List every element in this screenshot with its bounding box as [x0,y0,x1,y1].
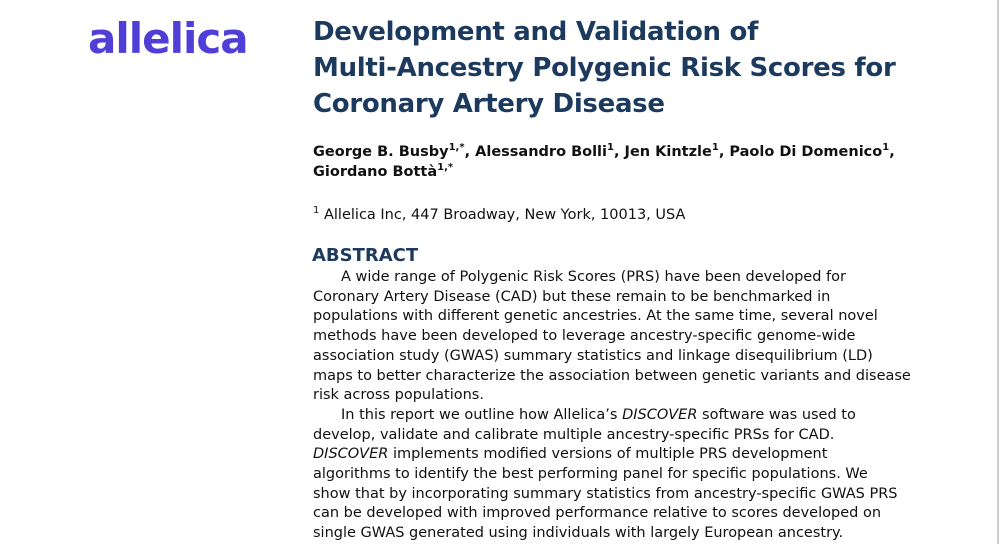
allelica-logo: allelica [88,14,248,63]
author-name: George B. Busby [313,144,449,160]
affiliation-mark: 1 [313,205,320,216]
affiliation-text: Allelica Inc, 447 Broadway, New York, 10013, USA [323,207,686,223]
author-name: Giordano Bottà [313,164,438,180]
title-line: Development and Validation of [313,17,759,47]
abstract-line [313,406,913,426]
author-affil-mark: 1 [711,142,719,153]
author-name: Paolo Di Domenico [729,144,883,160]
author-list [313,142,953,182]
abstract-heading: ABSTRACT [312,245,419,266]
abstract-line: maps to better characterize the association between genetic variants and disease [313,367,911,384]
software-name: DISCOVER [622,406,698,423]
abstract-text: In this report we outline how Allelica’s [341,406,623,423]
author-affil-mark: 1,* [448,142,465,153]
abstract-text: implements modified versions of multiple PRS development [388,446,828,463]
affiliation [313,205,685,225]
software-name: DISCOVER [313,446,389,463]
author-affil-mark: 1 [607,142,614,153]
author-sep: , [464,144,471,160]
abstract-text: software was used to [697,406,856,423]
author-line [313,162,953,182]
abstract-line: A wide range of Polygenic Risk Scores (PRS) have been developed for [341,269,846,285]
abstract-line: can be developed with improved performance relative to scores developed on [313,505,882,522]
abstract-line [313,445,913,465]
abstract-line: develop, validate and calibrate multiple ancestry-specific PRSs for CAD. [313,426,835,443]
abstract-line: single GWAS generated using individuals with largely European ancestry. [313,525,844,542]
abstract-line: association study (GWAS) summary statistics and linkage disequilibrium (LD) [313,347,873,364]
abstract-line: Coronary Artery Disease (CAD) but these remain to be benchmarked in [313,288,831,305]
title-line: Multi-Ancestry Polygenic Risk Scores for [313,53,896,83]
author-sep: , [889,144,895,160]
abstract-line: methods have been developed to leverage ancestry-specific genome-wide [313,328,856,345]
abstract-line: risk across populations. [313,387,484,404]
author-name: Jen Kintzle [624,144,712,160]
abstract-body [313,268,913,544]
page-edge-divider [997,0,999,544]
title-line: Coronary Artery Disease [313,89,665,119]
author-affil-mark: 1 [882,142,890,153]
author-affil-mark: 1,* [437,162,454,173]
author-sep: , [718,144,725,160]
abstract-line: algorithms to identify the best performing panel for specific populations. We [313,466,868,483]
author-sep: , [613,144,620,160]
author-name: Alessandro Bolli [475,144,607,160]
abstract-line: show that by incorporating summary statistics from ancestry-specific GWAS PRS [313,485,898,502]
abstract-line: populations with different genetic ancestries. At the same time, several novel [313,308,878,325]
author-line [313,142,953,162]
paper-title [313,14,953,122]
